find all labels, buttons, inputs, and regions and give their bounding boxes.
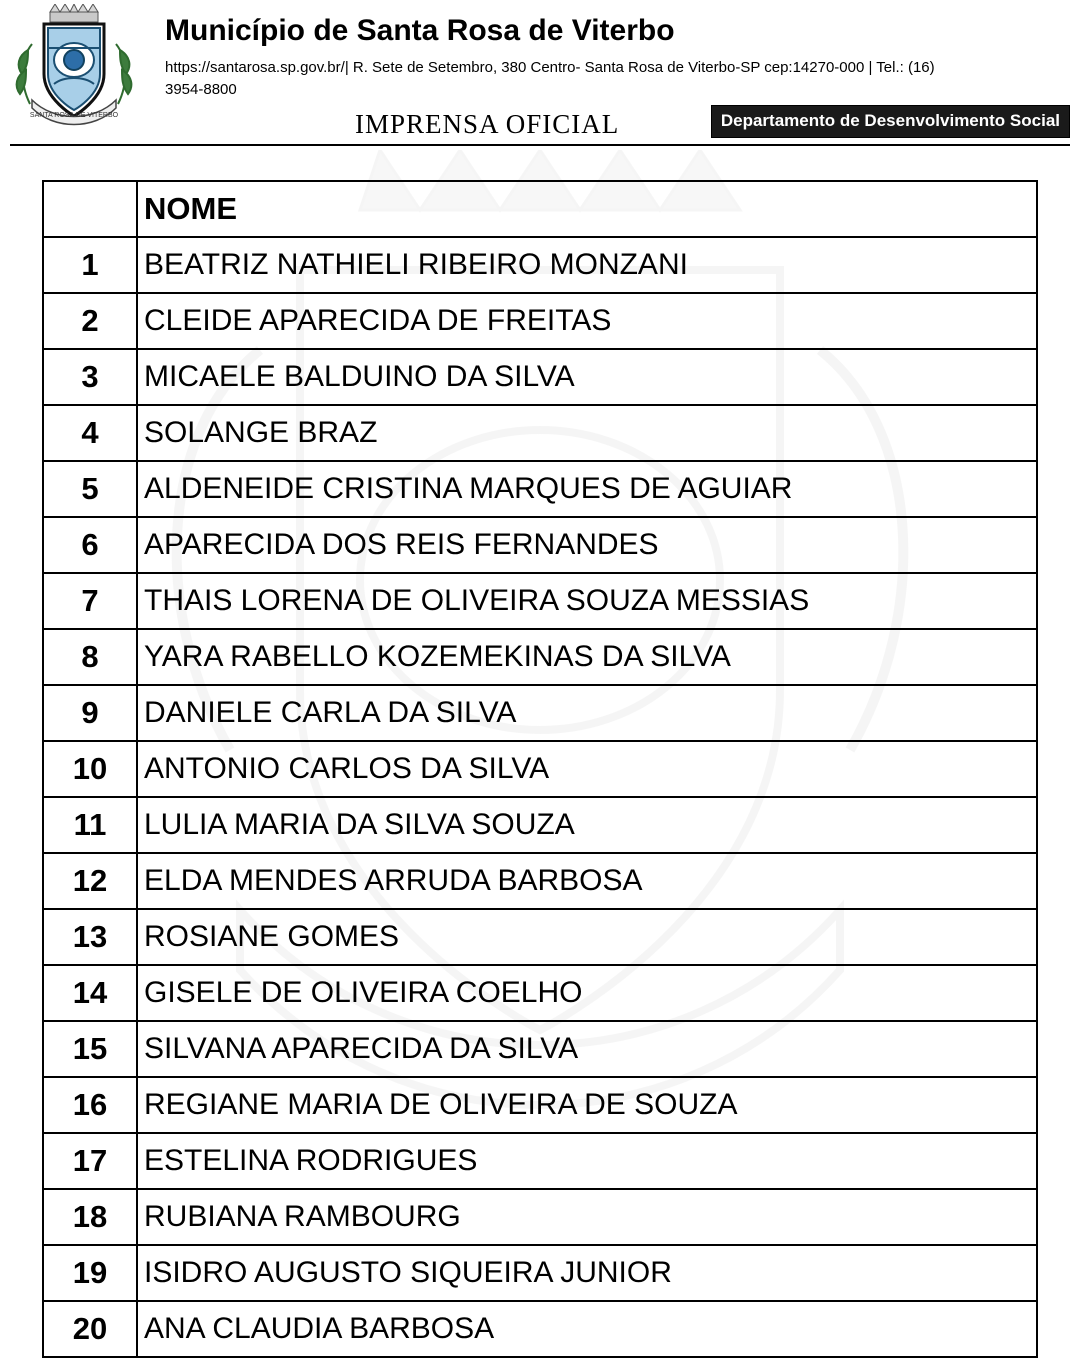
table-row xyxy=(43,1301,1037,1357)
row-number: 5 xyxy=(43,461,137,517)
table-row xyxy=(43,629,1037,685)
row-number: 17 xyxy=(43,1133,137,1189)
table-row xyxy=(43,1245,1037,1301)
row-name: ALDENEIDE CRISTINA MARQUES DE AGUIAR xyxy=(137,461,1037,517)
row-number: 6 xyxy=(43,517,137,573)
table-row xyxy=(43,1021,1037,1077)
department-badge: Departamento de Desenvolvimento Social xyxy=(711,105,1070,138)
row-name: ANA CLAUDIA BARBOSA xyxy=(137,1301,1037,1357)
column-header-number xyxy=(43,181,137,237)
row-name: ANTONIO CARLOS DA SILVA xyxy=(137,741,1037,797)
names-table-body xyxy=(43,181,1037,1357)
row-name: SILVANA APARECIDA DA SILVA xyxy=(137,1021,1037,1077)
row-name: ISIDRO AUGUSTO SIQUEIRA JUNIOR xyxy=(137,1245,1037,1301)
table-row xyxy=(43,1189,1037,1245)
table-row xyxy=(43,853,1037,909)
row-name: GISELE DE OLIVEIRA COELHO xyxy=(137,965,1037,1021)
table-row xyxy=(43,573,1037,629)
row-number: 15 xyxy=(43,1021,137,1077)
row-number: 10 xyxy=(43,741,137,797)
table-row xyxy=(43,741,1037,797)
row-name: ESTELINA RODRIGUES xyxy=(137,1133,1037,1189)
contact-line: https://santarosa.sp.gov.br/| R. Sete de Setembro, 380 Centro- Santa Rosa de Viterbo-SP cep:14270-000 | Tel.: (16) 3954-8800 xyxy=(165,59,935,98)
page-title: Município de Santa Rosa de Viterbo xyxy=(165,14,675,47)
row-number: 7 xyxy=(43,573,137,629)
row-number: 18 xyxy=(43,1189,137,1245)
row-name: SOLANGE BRAZ xyxy=(137,405,1037,461)
row-name: APARECIDA DOS REIS FERNANDES xyxy=(137,517,1037,573)
row-number: 4 xyxy=(43,405,137,461)
row-name: MICAELE BALDUINO DA SILVA xyxy=(137,349,1037,405)
table-row xyxy=(43,405,1037,461)
row-name: CLEIDE APARECIDA DE FREITAS xyxy=(137,293,1037,349)
table-row xyxy=(43,909,1037,965)
svg-text:SANTA ROSA DE VITERBO: SANTA ROSA DE VITERBO xyxy=(29,112,119,119)
row-number: 20 xyxy=(43,1301,137,1357)
row-number: 1 xyxy=(43,237,137,293)
row-number: 14 xyxy=(43,965,137,1021)
document-header xyxy=(0,0,1080,150)
table-row xyxy=(43,349,1037,405)
row-name: RUBIANA RAMBOURG xyxy=(137,1189,1037,1245)
row-name: LULIA MARIA DA SILVA SOUZA xyxy=(137,797,1037,853)
row-number: 11 xyxy=(43,797,137,853)
table-row xyxy=(43,797,1037,853)
row-number: 12 xyxy=(43,853,137,909)
table-row xyxy=(43,1077,1037,1133)
table-header-row xyxy=(43,181,1037,237)
names-table-container xyxy=(42,180,1038,1358)
row-number: 13 xyxy=(43,909,137,965)
row-number: 9 xyxy=(43,685,137,741)
row-name: REGIANE MARIA DE OLIVEIRA DE SOUZA xyxy=(137,1077,1037,1133)
column-header-name: NOME xyxy=(137,181,1037,237)
table-row xyxy=(43,1133,1037,1189)
names-table xyxy=(42,180,1038,1358)
row-number: 2 xyxy=(43,293,137,349)
row-number: 16 xyxy=(43,1077,137,1133)
table-row xyxy=(43,517,1037,573)
row-name: BEATRIZ NATHIELI RIBEIRO MONZANI xyxy=(137,237,1037,293)
table-row xyxy=(43,685,1037,741)
imprensa-oficial-label: IMPRENSA OFICIAL xyxy=(355,108,620,139)
row-name: DANIELE CARLA DA SILVA xyxy=(137,685,1037,741)
row-name: ELDA MENDES ARRUDA BARBOSA xyxy=(137,853,1037,909)
row-name: YARA RABELLO KOZEMEKINAS DA SILVA xyxy=(137,629,1037,685)
row-name: THAIS LORENA DE OLIVEIRA SOUZA MESSIAS xyxy=(137,573,1037,629)
row-number: 19 xyxy=(43,1245,137,1301)
row-number: 8 xyxy=(43,629,137,685)
table-row xyxy=(43,461,1037,517)
row-number: 3 xyxy=(43,349,137,405)
table-row xyxy=(43,293,1037,349)
table-row xyxy=(43,237,1037,293)
header-divider xyxy=(10,144,1070,146)
row-name: ROSIANE GOMES xyxy=(137,909,1037,965)
table-row xyxy=(43,965,1037,1021)
